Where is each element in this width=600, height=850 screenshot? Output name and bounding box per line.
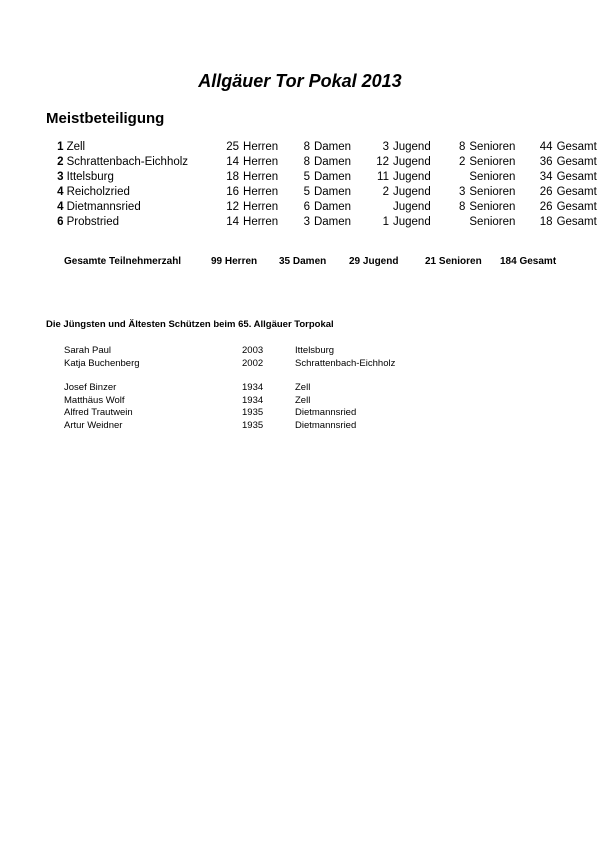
cell-club: Ittelsburg [66, 171, 114, 183]
cell-club: Schrattenbach-Eichholz [66, 156, 189, 168]
table-row [50, 155, 600, 170]
cell-jugend: 2 [382, 186, 389, 198]
total-senioren: 21 Senioren [425, 256, 482, 267]
cell-herren: 14 [226, 216, 240, 228]
cell-senioren-label: Senioren [469, 156, 516, 168]
cell-jugend-label: Jugend [392, 171, 431, 183]
section-title: Meistbeteiligung [46, 110, 165, 127]
cell-club: Dietmannsried [66, 201, 141, 213]
cell-gesamt: 44 [539, 141, 553, 153]
cell-gesamt-label: Gesamt [556, 171, 597, 183]
cell-club: Reicholzried [66, 186, 130, 198]
cell-damen: 6 [303, 201, 310, 213]
person-year: 1935 [242, 407, 264, 418]
cell-jugend [353, 200, 389, 215]
total-gesamt: 184 Gesamt [500, 256, 557, 267]
cell-herren-label: Herren [243, 216, 279, 228]
cell-gesamt-label: Gesamt [556, 201, 597, 213]
cell-herren: 12 [226, 201, 240, 213]
cell-rank: 6 [57, 216, 64, 228]
person-name: Josef Binzer [64, 382, 117, 393]
cell-damen: 8 [303, 156, 310, 168]
person-year: 1934 [242, 382, 264, 393]
cell-herren-label: Herren [243, 171, 279, 183]
cell-senioren-label: Senioren [469, 201, 516, 213]
cell-herren-label: Herren [243, 201, 279, 213]
cell-rank: 3 [57, 171, 64, 183]
cell-gesamt: 26 [539, 201, 553, 213]
cell-senioren: 8 [458, 201, 466, 213]
cell-gesamt-label: Gesamt [556, 186, 597, 198]
cell-club: Zell [66, 141, 86, 153]
person-club: Zell [295, 394, 311, 406]
cell-senioren [433, 215, 466, 230]
table-row [50, 140, 600, 155]
cell-damen-label: Damen [313, 186, 352, 198]
cell-gesamt: 36 [539, 156, 553, 168]
cell-damen: 8 [303, 141, 310, 153]
cell-senioren-label: Senioren [469, 216, 516, 228]
person-year: 2002 [242, 357, 264, 369]
ranking-table [50, 140, 600, 230]
cell-senioren-label: Senioren [469, 141, 516, 153]
total-damen: 35 Damen [279, 256, 327, 267]
cell-jugend-label: Jugend [392, 186, 431, 198]
person-club: Zell [295, 382, 311, 393]
cell-senioren [433, 170, 466, 185]
table-row [50, 170, 600, 185]
person-year: 1935 [242, 419, 264, 431]
person-year: 2003 [242, 345, 264, 356]
cell-herren: 18 [226, 171, 240, 183]
cell-herren: 16 [226, 186, 240, 198]
cell-herren: 25 [226, 141, 240, 153]
cell-damen-label: Damen [313, 201, 352, 213]
cell-rank: 4 [57, 201, 64, 213]
youngest-oldest-heading: Die Jüngsten und Ältesten Schützen beim 65. Allgäuer Torpokal [46, 319, 334, 330]
table-row [50, 185, 600, 200]
cell-herren-label: Herren [243, 156, 279, 168]
cell-jugend: 1 [382, 216, 389, 228]
person-club: Ittelsburg [295, 345, 335, 356]
person-name: Sarah Paul [64, 345, 112, 356]
cell-gesamt-label: Gesamt [556, 156, 597, 168]
person-year: 1934 [242, 394, 264, 406]
total-herren: 99 Herren [211, 256, 258, 267]
cell-gesamt: 18 [539, 216, 553, 228]
person-club: Schrattenbach-Eichholz [295, 357, 396, 369]
table-row [50, 215, 600, 230]
cell-damen-label: Damen [313, 156, 352, 168]
cell-damen-label: Damen [313, 171, 352, 183]
person-name: Alfred Trautwein [64, 407, 133, 418]
cell-damen-label: Damen [313, 141, 352, 153]
cell-jugend-label: Jugend [392, 156, 431, 168]
person-club: Dietmannsried [295, 419, 357, 431]
cell-senioren-label: Senioren [469, 186, 516, 198]
person-name: Katja Buchenberg [64, 357, 140, 369]
table-row [50, 200, 600, 215]
cell-jugend-label: Jugend [392, 201, 431, 213]
cell-gesamt: 26 [539, 186, 553, 198]
total-label: Gesamte Teilnehmerzahl [64, 256, 182, 267]
cell-damen: 5 [303, 171, 310, 183]
cell-jugend: 3 [382, 141, 389, 153]
cell-jugend: 12 [376, 156, 389, 168]
total-jugend: 29 Jugend [349, 256, 399, 267]
cell-damen-label: Damen [313, 216, 352, 228]
cell-senioren: 3 [458, 186, 466, 198]
cell-senioren: 8 [458, 141, 466, 153]
person-club: Dietmannsried [295, 407, 357, 418]
person-name: Artur Weidner [64, 419, 123, 431]
cell-rank: 4 [57, 186, 64, 198]
cell-jugend-label: Jugend [392, 141, 431, 153]
cell-club: Probstried [66, 216, 119, 228]
cell-rank: 1 [57, 141, 64, 153]
cell-rank: 2 [57, 156, 64, 168]
cell-senioren-label: Senioren [469, 171, 516, 183]
cell-herren-label: Herren [243, 141, 279, 153]
cell-herren-label: Herren [243, 186, 279, 198]
person-name: Matthäus Wolf [64, 394, 125, 406]
cell-senioren: 2 [458, 156, 466, 168]
page-title: Allgäuer Tor Pokal 2013 [198, 71, 402, 91]
cell-gesamt: 34 [539, 171, 553, 183]
cell-gesamt-label: Gesamt [556, 141, 597, 153]
cell-herren: 14 [226, 156, 240, 168]
cell-jugend: 11 [377, 171, 389, 183]
cell-gesamt-label: Gesamt [556, 216, 597, 228]
cell-jugend-label: Jugend [392, 216, 431, 228]
cell-damen: 3 [303, 216, 310, 228]
cell-damen: 5 [303, 186, 310, 198]
